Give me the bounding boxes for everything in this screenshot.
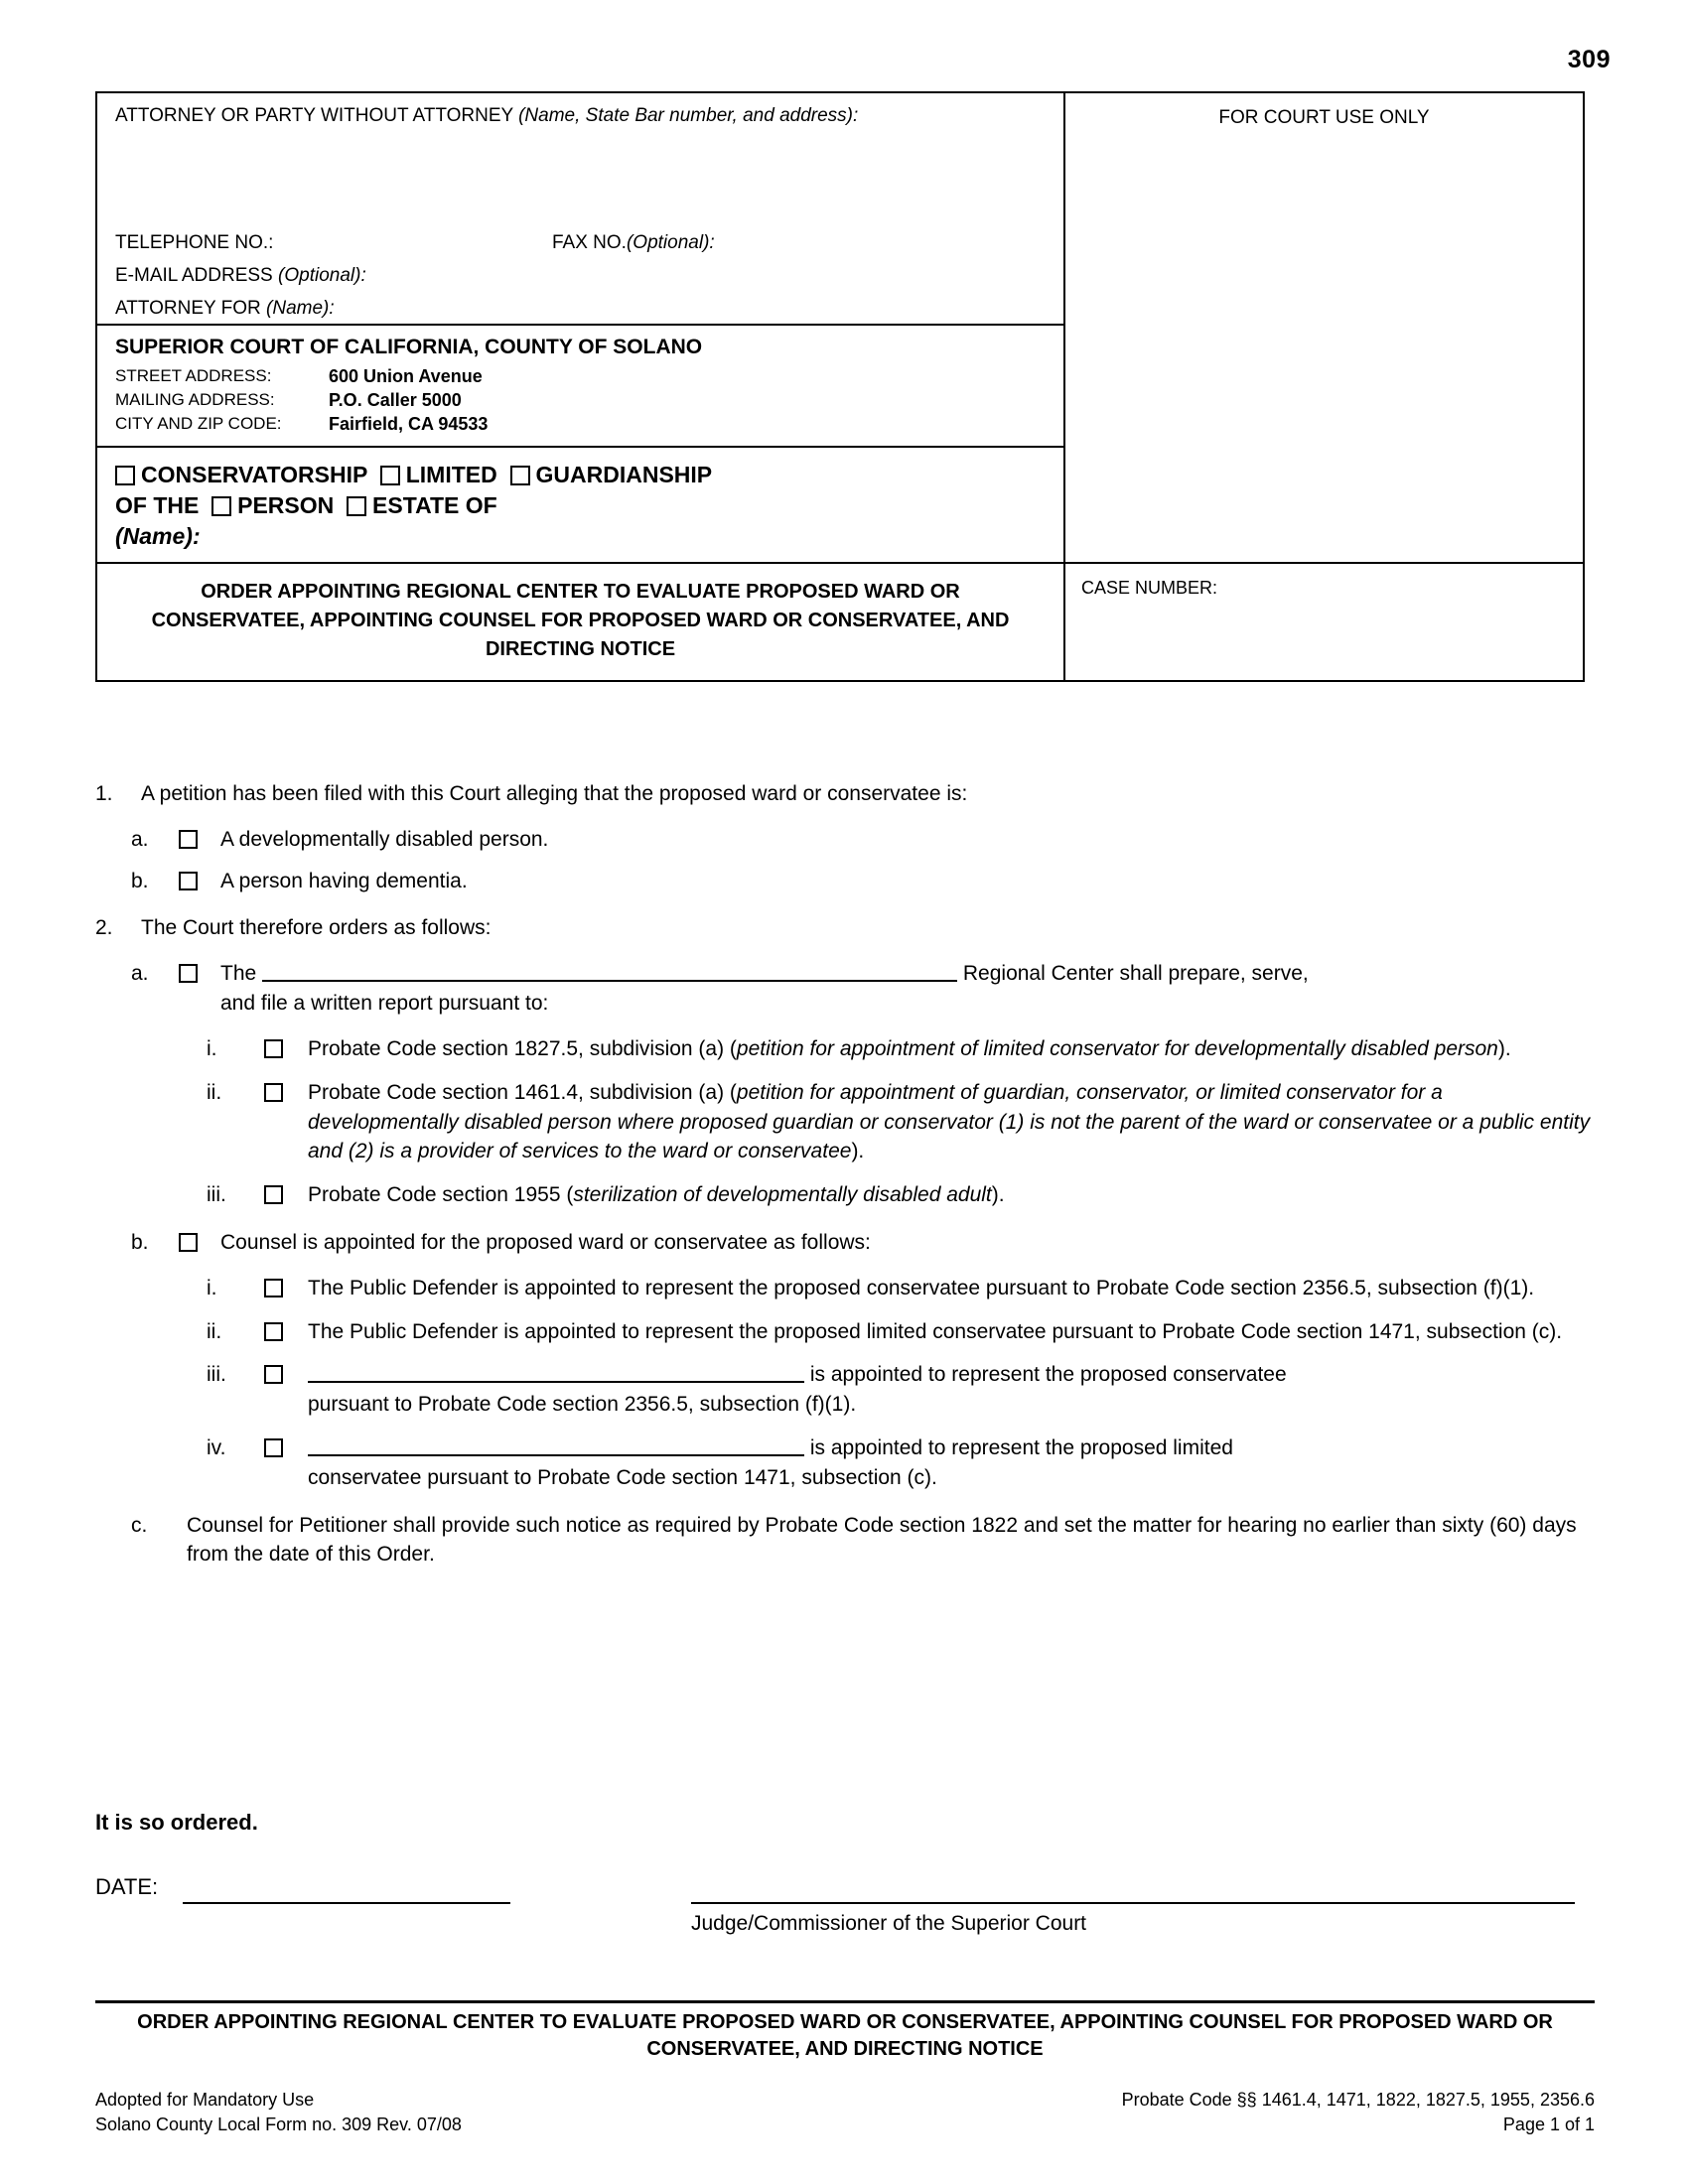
case-number-field[interactable] xyxy=(1065,564,1583,680)
item-2a-iii-text: Probate Code section 1955 ( xyxy=(308,1183,574,1207)
item-1a xyxy=(95,825,1595,855)
court-mailing-address-row xyxy=(115,390,1063,411)
attorney-for-row[interactable] xyxy=(97,291,1063,324)
checkbox-2b[interactable] xyxy=(179,1233,198,1252)
court-block xyxy=(97,324,1063,446)
footer-meta xyxy=(95,2088,1595,2137)
item-2a-ii-text: Probate Code section 1461.4, subdivision (a) ( xyxy=(308,1080,737,1104)
so-ordered-text: It is so ordered. xyxy=(95,1810,258,1835)
court-city-zip-row xyxy=(115,414,1063,435)
item-2b-ii xyxy=(95,1317,1595,1347)
date-label: DATE: xyxy=(95,1874,159,1899)
mailing-address-label: MAILING ADDRESS: xyxy=(115,390,275,409)
checkbox-estate[interactable] xyxy=(347,496,366,516)
item-2a-iii-number: iii. xyxy=(207,1183,226,1207)
street-address-value: 600 Union Avenue xyxy=(329,366,483,386)
guardianship-label: GUARDIANSHIP xyxy=(535,462,713,487)
item-2b-iv-number: iv. xyxy=(207,1436,226,1459)
checkbox-2b-ii[interactable] xyxy=(264,1322,283,1341)
judge-signature-line[interactable] xyxy=(691,1902,1575,1904)
item-2c-letter: c. xyxy=(131,1513,148,1537)
item-2a-post: Regional Center shall prepare, serve, xyxy=(962,962,1309,986)
checkbox-2a[interactable] xyxy=(179,964,198,983)
case-number-label: CASE NUMBER: xyxy=(1081,578,1218,599)
item-1b xyxy=(95,867,1595,896)
item-2b-i-text: The Public Defender is appointed to represent the proposed conservatee pursuant to Probate Code section 2356.5, subsection (f)(1). xyxy=(308,1276,1535,1299)
item-2a-ii-number: ii. xyxy=(207,1080,222,1104)
email-label: E-MAIL ADDRESS xyxy=(115,265,273,286)
item-2b xyxy=(95,1228,1595,1258)
item-1b-letter: b. xyxy=(131,869,149,892)
item-2b-i xyxy=(95,1274,1595,1303)
item-1b-text: A person having dementia. xyxy=(220,869,468,892)
email-row[interactable] xyxy=(97,258,1063,291)
for-court-use-only-label: FOR COURT USE ONLY xyxy=(1218,107,1430,128)
item-2a-iii-italic: sterilization of developmentally disabled adult xyxy=(573,1183,992,1207)
item-2b-iv xyxy=(95,1433,1595,1493)
item-2a-ii xyxy=(95,1078,1595,1166)
attorney-for-label-italic: (Name): xyxy=(266,298,335,319)
item-1a-text: A developmentally disabled person. xyxy=(220,827,549,851)
footer-divider xyxy=(95,2000,1595,2003)
checkbox-2a-iii[interactable] xyxy=(264,1185,283,1204)
footer-code-refs: Probate Code §§ 1461.4, 1471, 1822, 1827.5, 1955, 2356.6 xyxy=(1121,2090,1595,2110)
item-2c xyxy=(95,1511,1595,1570)
telephone-label: TELEPHONE NO.: xyxy=(115,232,274,253)
item-2a-iii-tail: ). xyxy=(991,1183,1005,1207)
counsel-name-blank-iii[interactable] xyxy=(308,1363,804,1383)
item-1-text: A petition has been filed with this Court alleging that the proposed ward or conservatee is: xyxy=(141,782,968,805)
estate-of-label: ESTATE OF xyxy=(372,492,497,519)
item-1 xyxy=(95,779,1595,809)
item-2 xyxy=(95,913,1595,943)
for-court-use-only xyxy=(1065,93,1583,324)
street-address-label: STREET ADDRESS: xyxy=(115,366,272,385)
item-2a-iii xyxy=(95,1180,1595,1210)
checkbox-1b[interactable] xyxy=(179,872,198,890)
form-body xyxy=(95,779,1595,1581)
item-2b-iii xyxy=(95,1360,1595,1420)
item-2a-pre: The xyxy=(220,962,257,986)
item-2b-iii-post: is appointed to represent the proposed conservatee xyxy=(809,1363,1287,1387)
item-2c-text: Counsel for Petitioner shall provide such notice as required by Probate Code section 1822 and set the matter for hearing no earlier than sixty (60) days from the date of this Order. xyxy=(187,1513,1577,1567)
item-2a-line2: and file a written report pursuant to: xyxy=(220,992,549,1016)
checkbox-conservatorship[interactable] xyxy=(115,466,135,485)
item-1a-letter: a. xyxy=(131,827,149,851)
court-name: SUPERIOR COURT OF CALIFORNIA, COUNTY OF SOLANO xyxy=(115,336,703,358)
email-label-italic: (Optional): xyxy=(278,265,366,286)
form-title: ORDER APPOINTING REGIONAL CENTER TO EVALUATE PROPOSED WARD OR CONSERVATEE, APPOINTING COUNSEL FOR PROPOSED WARD OR CONSERVATEE, AND DIRECTING NOTICE xyxy=(97,564,1065,680)
item-2b-iii-line2: pursuant to Probate Code section 2356.5, subsection (f)(1). xyxy=(308,1393,857,1417)
item-2a-i xyxy=(95,1034,1595,1064)
attorney-label-italic: (Name, State Bar number, and address): xyxy=(518,105,859,126)
checkbox-2a-i[interactable] xyxy=(264,1039,283,1058)
item-2a-i-text: Probate Code section 1827.5, subdivision (a) ( xyxy=(308,1036,737,1060)
item-2b-text: Counsel is appointed for the proposed ward or conservatee as follows: xyxy=(220,1230,871,1254)
checkbox-person[interactable] xyxy=(211,496,231,516)
item-2-number: 2. xyxy=(95,916,113,940)
item-2a-i-italic: petition for appointment of limited conservator for developmentally disabled person xyxy=(736,1036,1498,1060)
court-street-address-row xyxy=(115,366,1063,387)
item-2a xyxy=(95,959,1595,1019)
fax-label: FAX NO. xyxy=(552,232,627,253)
checkbox-2b-iv[interactable] xyxy=(264,1438,283,1457)
item-2a-letter: a. xyxy=(131,962,149,986)
item-2b-letter: b. xyxy=(131,1230,149,1254)
item-2b-iv-post: is appointed to represent the proposed limited xyxy=(809,1436,1233,1459)
checkbox-1a[interactable] xyxy=(179,830,198,849)
checkbox-limited[interactable] xyxy=(380,466,400,485)
conservatorship-type-block xyxy=(97,446,1063,562)
date-input-line[interactable] xyxy=(183,1902,510,1904)
judge-label: Judge/Commissioner of the Superior Court xyxy=(691,1912,1087,1935)
item-1-number: 1. xyxy=(95,782,113,805)
attorney-label: ATTORNEY OR PARTY WITHOUT ATTORNEY xyxy=(115,105,513,126)
name-label: (Name): xyxy=(115,523,201,550)
caption-left-column xyxy=(97,93,1065,324)
footer-page: Page 1 of 1 xyxy=(1502,2115,1595,2135)
item-2a-ii-italic: petition for appointment of guardian, conservator, or limited conservator for a developmentally disabled person where proposed guardian or conservator (1) is not the parent of the ward or conservatee or a public entity and (2) is a provider of services to the ward or conservatee xyxy=(308,1080,1591,1163)
city-zip-value: Fairfield, CA 94533 xyxy=(329,414,489,434)
item-2b-ii-text: The Public Defender is appointed to represent the proposed limited conservatee pursuant to Probate Code section 1471, subsection (c). xyxy=(308,1319,1563,1343)
fax-label-italic: (Optional): xyxy=(626,232,715,253)
form-number: 309 xyxy=(1567,46,1611,73)
item-2b-i-number: i. xyxy=(207,1276,217,1299)
limited-label: LIMITED xyxy=(405,462,497,487)
caption-box xyxy=(95,91,1585,682)
item-2a-i-tail: ). xyxy=(1497,1036,1511,1060)
footer-title: ORDER APPOINTING REGIONAL CENTER TO EVALUATE PROPOSED WARD OR CONSERVATEE, APPOINTING COUNSEL FOR PROPOSED WARD OR CONSERVATEE, AND DIRECTING NOTICE xyxy=(137,2011,1553,2060)
counsel-name-blank-iv[interactable] xyxy=(308,1436,804,1456)
item-2a-ii-tail: ). xyxy=(851,1140,865,1163)
attorney-for-label: ATTORNEY FOR xyxy=(115,298,261,319)
checkbox-2b-iii[interactable] xyxy=(264,1365,283,1384)
city-zip-label: CITY AND ZIP CODE: xyxy=(115,414,282,433)
footer-adopted: Adopted for Mandatory Use xyxy=(95,2090,315,2110)
checkbox-guardianship[interactable] xyxy=(510,466,530,485)
checkbox-2b-i[interactable] xyxy=(264,1279,283,1297)
checkbox-2a-ii[interactable] xyxy=(264,1083,283,1102)
of-the-label: OF THE xyxy=(115,492,200,519)
item-2-text: The Court therefore orders as follows: xyxy=(141,916,492,940)
item-2a-i-number: i. xyxy=(207,1036,217,1060)
footer-local-form: Solano County Local Form no. 309 Rev. 07/08 xyxy=(95,2115,462,2135)
item-2b-iii-number: iii. xyxy=(207,1363,226,1387)
mailing-address-value: P.O. Caller 5000 xyxy=(329,390,462,410)
person-label: PERSON xyxy=(237,492,335,519)
item-2b-ii-number: ii. xyxy=(207,1319,222,1343)
telephone-row[interactable] xyxy=(97,232,1063,258)
item-2b-iv-line2: conservatee pursuant to Probate Code section 1471, subsection (c). xyxy=(308,1465,937,1489)
regional-center-blank[interactable] xyxy=(262,962,957,982)
attorney-field[interactable] xyxy=(97,93,1063,232)
conservatorship-label: CONSERVATORSHIP xyxy=(141,462,367,487)
